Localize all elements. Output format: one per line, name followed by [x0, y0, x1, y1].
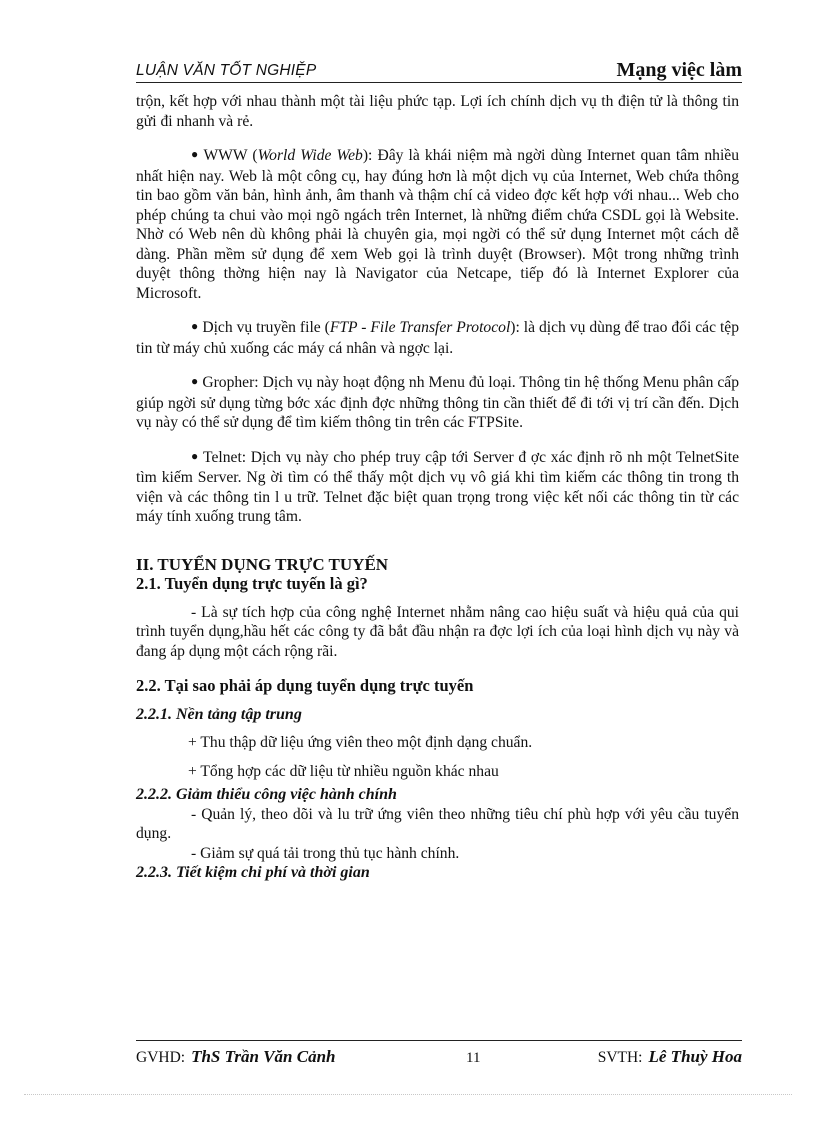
student-name: Lê Thuỳ Hoa — [648, 1047, 742, 1066]
www-expansion: World Wide Web — [257, 147, 363, 164]
paragraph-definition: - Là sự tích hợp của công nghệ Internet nhằm nâng cao hiệu suất và hiệu quả của qui trình tuyển dụng,hầu hết các công ty đã bắt đầu nhận ra đợc lợi ích của loại hình dịch vụ này và đang áp dụng một cách rộng rãi. — [136, 603, 739, 660]
subsection-heading-2-1: 2.1. Tuyển dụng trực tuyến là gì? — [136, 574, 368, 593]
page-break-divider — [24, 1094, 792, 1095]
bullet-telnet: ● Telnet: Dịch vụ này cho phép truy cập tới Server đ ợc xác định rõ nh một TelnetSite tìm kiếm Server. Ng ời tìm có thể thấy một dịch vụ vô giá khi tìm kiếm các thông tin trong th viện và các thông tin l u trữ. Telnet đặc biệt quan trọng trong việc kết nối các thông tin từ các máy tính xuống trung tâm. — [136, 448, 739, 525]
header-thesis-title: LUẬN VĂN TỐT NGHIỆP — [136, 62, 317, 79]
list-item-collect-data: + Thu thập dữ liệu ứng viên theo một định dạng chuẩn. — [188, 734, 533, 751]
subsection-heading-2-2-1: 2.2.1. Nền tảng tập trung — [136, 705, 302, 723]
subsection-heading-2-2-3: 2.2.3. Tiết kiệm chi phí và thời gian — [136, 864, 370, 881]
bullet-dot-icon: ● — [191, 448, 200, 463]
paragraph-email-benefit: trộn, kết hợp với nhau thành một tài liệu phức tạp. Lợi ích chính dịch vụ th điện tử là thông tin gửi đi nhanh và rẻ. — [136, 93, 739, 130]
ftp-expansion: FTP - File Transfer Protocol — [329, 319, 511, 336]
bullet-dot-icon: ● — [191, 374, 199, 388]
page-footer — [136, 1040, 742, 1071]
bullet-gopher: ● Gropher: Dịch vụ này hoạt động nh Menu đủ loại. Thông tin hệ thống Menu phân cấp giúp ngời sử dụng từng bớc xác định đợc những thông tin cần thiết để đi tới vị trí cần đến. Dịch vụ này có thể sử dụng để tìm kiếm thông tin trên các FTPSite. — [136, 374, 739, 431]
bullet-www: ● WWW (World Wide Web): Đây là khái niệm mà ngời dùng Internet quan tâm nhiều nhất hiện nay. Web là một công cụ, hay đúng hơn là một dịch vụ của Internet, Web chứa thông tin bao gồm văn bản, hình ảnh, âm thanh và thậm chí cả video đợc kết hợp với nhau... Web cho phép chúng ta chui vào mọi ngõ ngách trên Internet, là những điểm chứa CSDL gọi là Website. Nhờ có Web nên dù không phải là chuyên gia, mọi ngời có thể sử dụng Internet một cách dễ dàng. Phần mềm sử dụng để xem Web gọi là trình duyệt (Browser). Một trong những trình duyệt thông thờng hiện nay là Navigator của Netcape, tiếp đó là Internet Explorer của Microsoft. — [136, 147, 739, 302]
page-header — [136, 58, 742, 83]
document-body — [136, 92, 739, 883]
list-item-reduce-overload: - Giảm sự quá tải trong thủ tục hành chính. — [191, 844, 460, 862]
bullet-dot-icon: ● — [191, 319, 199, 333]
bullet-ftp: ● Dịch vụ truyền file (FTP - File Transfer Protocol): là dịch vụ dùng để trao đổi các tệp tin từ máy chủ xuống các máy cá nhân và ngợc lại. — [136, 319, 740, 357]
supervisor-name: ThS Trần Văn Cảnh — [191, 1047, 336, 1066]
list-item-aggregate-data: + Tổng hợp các dữ liệu từ nhiều nguồn khác nhau — [188, 762, 499, 780]
header-project-title: Mạng việc làm — [616, 59, 742, 81]
page-number: 11 — [466, 1050, 481, 1066]
subsection-heading-2-2-2: 2.2.2. Giảm thiểu công việc hành chính — [136, 786, 397, 803]
bullet-dot-icon: ● — [191, 147, 200, 161]
footer-student: SVTH: Lê Thuỳ Hoa — [597, 1047, 742, 1066]
list-item-manage-candidates: - Quản lý, theo dõi và lu trữ ứng viên theo những tiêu chí phù hợp với yêu cầu tuyển dụng. — [136, 805, 739, 842]
footer-supervisor: GVHD: ThS Trần Văn Cảnh — [136, 1047, 336, 1066]
subsection-heading-2-2: 2.2. Tại sao phải áp dụng tuyển dụng trực tuyến — [136, 676, 474, 695]
section-heading-online-recruitment: II. TUYỂN DỤNG TRỰC TUYẾN — [136, 554, 389, 574]
